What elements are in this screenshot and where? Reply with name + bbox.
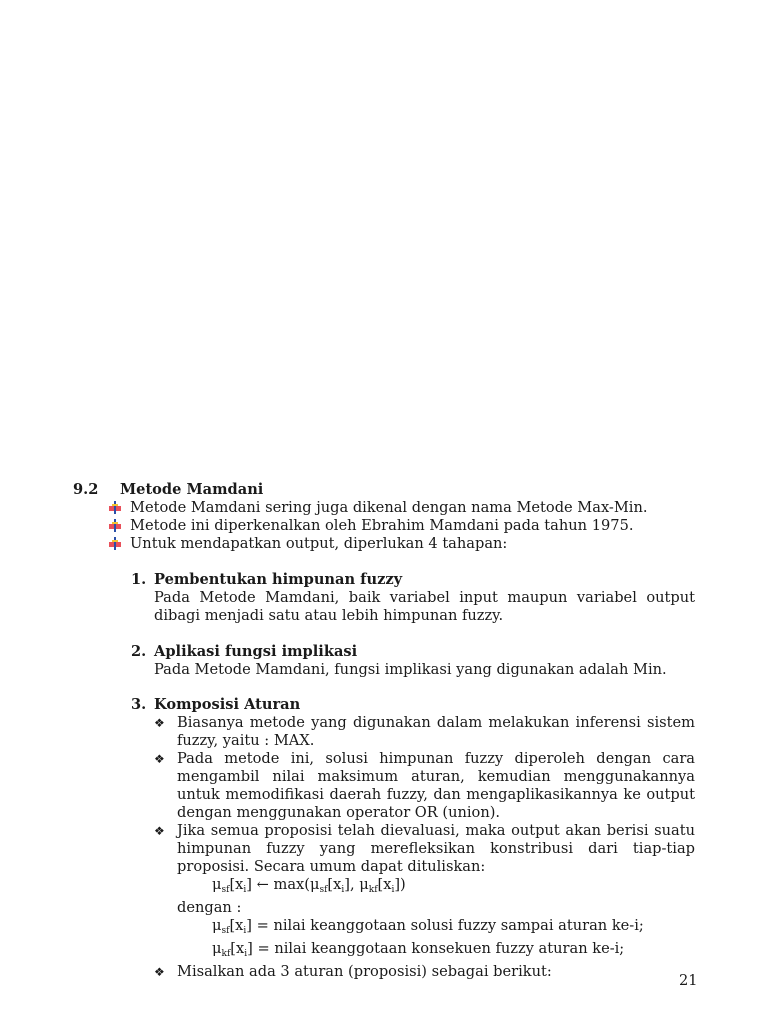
section-title: Metode Mamdani [120,481,264,498]
pushpin-icon [108,519,122,532]
list-item: ❖ Biasanya metode yang digunakan dalam melakukan inferensi sistem fuzzy, yaitu : MAX. [154,714,695,749]
page-number: 21 [679,972,698,989]
section-heading [73,481,263,499]
diamond-bullet-icon: ❖ [154,752,165,766]
pushpin-icon [108,501,122,514]
dengan-label: dengan : [177,899,242,916]
intro-bullet-list [108,499,648,553]
section-number: 9.2 [73,481,99,498]
diamond-bullet-icon: ❖ [154,716,165,730]
bullet-text: Metode ini diperkenalkan oleh Ebrahim Mamdani pada tahun 1975. [130,517,634,534]
step-body: Pada Metode Mamdani, fungsi implikasi yang digunakan adalah Min. [154,661,667,678]
list-item [108,517,648,535]
max-formula: $\mu_{sf}[x_i]$ ← $\max(\mu_{sf}[x_i]$, $\mu_{kf}[x_i]$) [212,876,406,895]
list-item: ❖ Misalkan ada 3 aturan (proposisi) sebagai berikut: [154,963,552,980]
list-item: ❖ Jika semua proposisi telah dievaluasi, maka output akan berisi suatu himpunan fuzzy yang merefleksikan konstribusi dari tiap-tiap proposisi. Secara umum dapat dituliskan: $\mu_{sf}[x_i]$ ← $\max(\mu_{sf}[x_i]$, $\mu_{kf}[x_i]$) dengan : $\mu_{sf}[x_i]$ = nilai keanggotaan solusi fuzzy sampai aturan ke-i; $\mu_{kf}[x_i]$ = nilai keanggotaan konsekuen fuzzy aturan ke-i; [154,822,695,963]
bullet-text: Untuk mendapatkan output, diperlukan 4 tahapan: [130,535,508,552]
pushpin-icon [108,537,122,550]
step-title: 2. Aplikasi fungsi implikasi [131,643,358,660]
step-1 [131,571,695,625]
definition-sf: $\mu_{sf}[x_i]$ = nilai keanggotaan solusi fuzzy sampai aturan ke-i; [212,917,644,936]
step-title: 1. Pembentukan himpunan fuzzy [131,571,403,588]
step-2 [131,643,695,679]
list-item [108,499,648,517]
list-item: ❖ Pada metode ini, solusi himpunan fuzzy diperoleh dengan cara mengambil nilai maksimum aturan, kemudian menggunakannya untuk memodifikasi daerah fuzzy, dan mengaplikasikannya ke output dengan menggunakan operator OR (union). [154,750,695,821]
step-3 [131,696,695,981]
step-body: Pada Metode Mamdani, baik variabel input maupun variabel output dibagi menjadi satu atau lebih himpunan fuzzy. [154,589,695,624]
step-title: 3. Komposisi Aturan [131,696,301,713]
list-item [108,535,648,553]
diamond-bullet-icon: ❖ [154,965,165,979]
definition-kf: $\mu_{kf}[x_i]$ = nilai keanggotaan konsekuen fuzzy aturan ke-i; [212,940,625,959]
diamond-bullet-icon: ❖ [154,824,165,838]
composition-list [154,714,695,981]
bullet-text: Metode Mamdani sering juga dikenal dengan nama Metode Max-Min. [130,499,648,516]
